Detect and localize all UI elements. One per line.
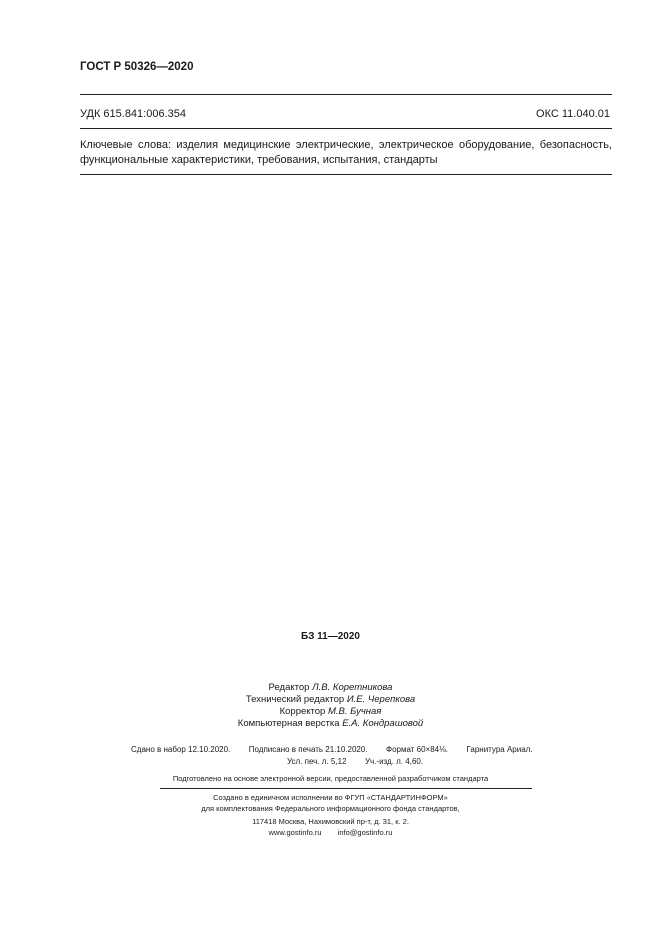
corrector-line	[0, 706, 661, 717]
keywords-text: Ключевые слова: изделия медицинские электрические, электрическое оборудование, безопасность, функциональные характеристики, требования, испытания, стандарты	[80, 139, 612, 166]
print-info-line-1	[131, 745, 533, 754]
print-date-signed: Подписано в печать 21.10.2020.	[248, 745, 368, 754]
footer-rule	[160, 788, 532, 789]
layout-name: Е.А. Кондрашовой	[342, 718, 424, 729]
layout-line	[0, 718, 661, 729]
editor-line	[0, 682, 661, 693]
oks-code: ОКС 11.040.01	[536, 108, 610, 120]
header-rule	[80, 94, 612, 95]
address-line: 117418 Москва, Нахимовский пр-т, д. 31, к. 2.	[252, 817, 409, 826]
email-link[interactable]: info@gostinfo.ru	[337, 828, 393, 837]
print-typeface: Гарнитура Ариал.	[466, 745, 533, 754]
tech-editor-line	[0, 694, 661, 705]
keywords-rule	[80, 174, 612, 175]
created-line-1: Создано в единичном исполнении во ФГУП «СТАНДАРТИНФОРМ»	[213, 793, 448, 802]
tech-editor-role: Технический редактор	[245, 694, 345, 705]
layout-role: Компьютерная верстка	[237, 718, 340, 729]
website-link[interactable]: www.gostinfo.ru	[268, 828, 322, 837]
document-number: ГОСТ Р 50326—2020	[80, 61, 194, 73]
editor-name: Л.В. Коретникова	[312, 682, 393, 693]
editor-role: Редактор	[268, 682, 310, 693]
udk-rule	[80, 128, 612, 129]
contacts-line	[0, 828, 661, 837]
bz-number: БЗ 11—2020	[301, 631, 360, 642]
print-sheets: Усл. печ. л. 5,12	[287, 757, 347, 766]
print-info-line-2	[287, 757, 423, 766]
corrector-name: М.В. Бучная	[327, 706, 382, 717]
created-line-2: для комплектования Федерального информационного фонда стандартов,	[201, 804, 460, 813]
print-pub-sheets: Уч.-изд. л. 4,60.	[364, 757, 424, 766]
print-format: Формат 60×84⅛.	[386, 745, 449, 754]
prepared-note: Подготовлено на основе электронной версии, предоставленной разработчиком стандарта	[172, 774, 489, 783]
tech-editor-name: И.Е. Черепкова	[346, 694, 416, 705]
print-date-set: Сдано в набор 12.10.2020.	[131, 745, 231, 754]
corrector-role: Корректор	[279, 706, 326, 717]
udk-code: УДК 615.841:006.354	[80, 108, 186, 120]
